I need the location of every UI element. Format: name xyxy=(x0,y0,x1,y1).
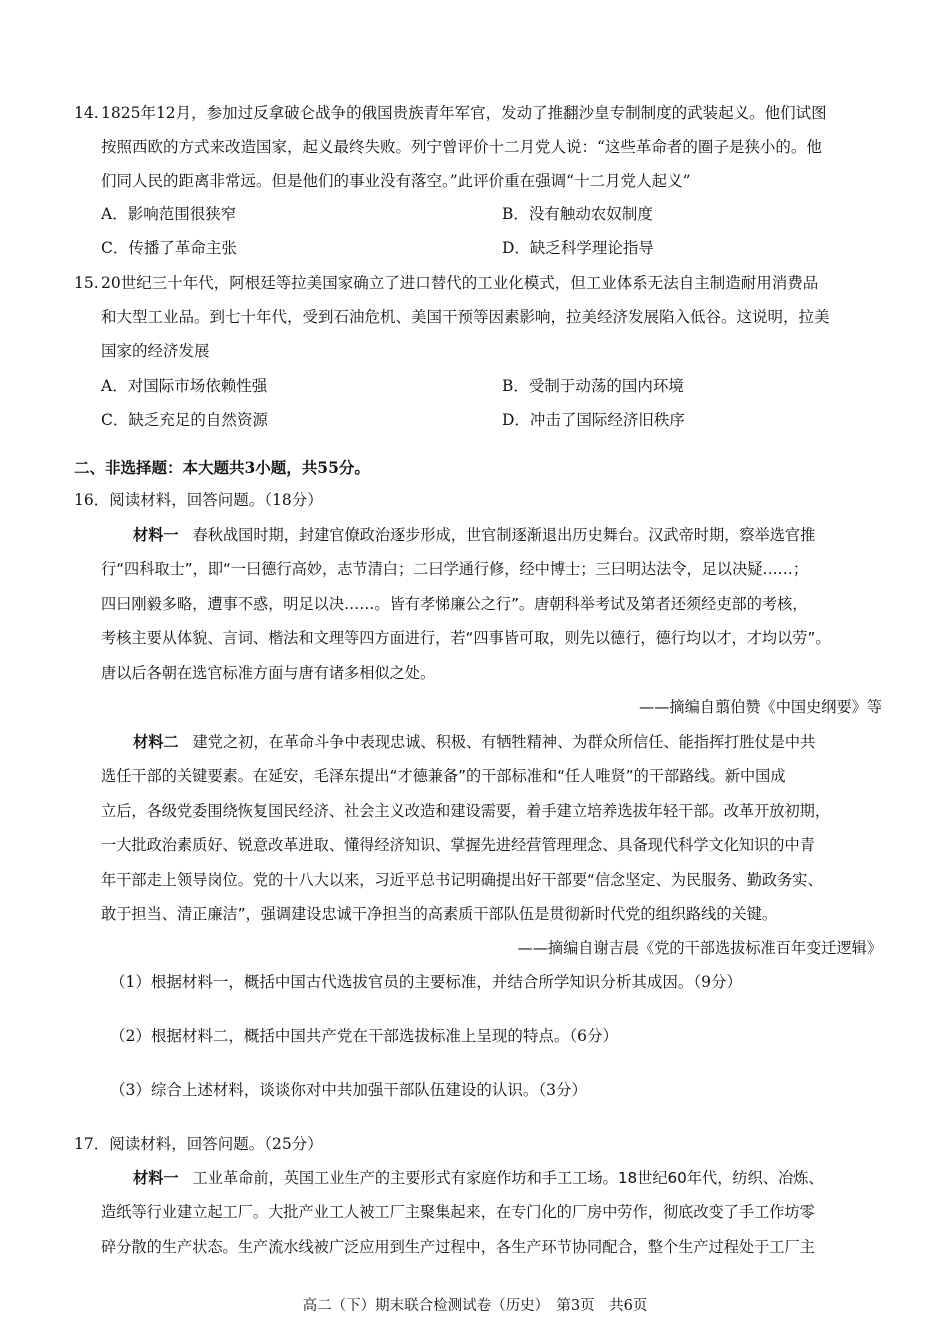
q16-material1-line-1 xyxy=(133,525,888,545)
q17-material1-line-3: 碎分散的生产状态。生产流水线被广泛应用到生产过程中，各生产环节协同配合，整个生产过程处于工厂主 xyxy=(101,1238,815,1256)
q16-material1-source: ——摘编自翦伯赞《中国史纲要》等 xyxy=(639,698,882,716)
q14-line-2: 按照西欧的方式来改造国家，起义最终失败。列宁曾评价十二月党人说：“这些革命者的圈子是狭小的。他 xyxy=(101,138,822,156)
q15-option-d: D．冲击了国际经济旧秩序 xyxy=(502,411,685,429)
q14-option-d: D．缺乏科学理论指导 xyxy=(502,239,654,257)
q15-option-a: A．对国际市场依赖性强 xyxy=(101,377,268,395)
q16-material1-line-5: 唐以后各朝在选官标准方面与唐有诸多相似之处。 xyxy=(101,664,436,682)
q17-material1-line-1 xyxy=(133,1168,888,1188)
q14-option-c: C．传播了革命主张 xyxy=(101,239,237,257)
q16-material2-line-6: 敢于担当、清正廉洁”，强调建设忠诚干净担当的高素质干部队伍是贯彻新时代党的组织路线的关键。 xyxy=(101,905,778,923)
q16-subquestion-2: （2）根据材料二，概括中国共产党在干部选拔标准上呈现的特点。（6分） xyxy=(110,1027,618,1045)
q16-subquestion-1: （1）根据材料一，概括中国古代选拔官员的主要标准，并结合所学知识分析其成因。（9分） xyxy=(110,973,742,991)
q17-heading: 17．阅读材料，回答问题。（25分） xyxy=(74,1135,323,1153)
q16-material2-text: 建党之初，在革命斗争中表现忠诚、积极、有牺牲精神、为群众所信任、能指挥打胜仗是中共 xyxy=(192,733,816,751)
q16-subquestion-3: （3）综合上述材料，谈谈你对中共加强干部队伍建设的认识。（3分） xyxy=(110,1081,587,1099)
q14-line-3: 们同人民的距离非常远。但是他们的事业没有落空。”此评价重在强调“十二月党人起义” xyxy=(101,172,691,190)
page-footer: 高二（下）期末联合检测试卷（历史） 第3页 共6页 xyxy=(302,1298,648,1314)
q14-line-1: 1825年12月，参加过反拿破仑战争的俄国贵族青年军官，发动了推翻沙皇专制制度的武装起义。他们试图 xyxy=(101,104,827,122)
q16-material2-source: ——摘编自谢吉晨《党的干部选拔标准百年变迁逻辑》 xyxy=(517,939,882,957)
q14-option-a: A．影响范围很狭窄 xyxy=(101,205,237,223)
q17-material1-line-2: 造纸等行业建立起工厂。大批产业工人被工厂主聚集起来，在专门化的厂房中劳作，彻底改变了手工作坊零 xyxy=(101,1203,815,1221)
q15-line-1: 20世纪三十年代，阿根廷等拉美国家确立了进口替代的工业化模式，但工业体系无法自主制造耐用消费品 xyxy=(101,274,819,292)
q16-material2-line-4: 一大批政治素质好、锐意改革进取、懂得经济知识、掌握先进经营管理理念、具备现代科学文化知识的中青 xyxy=(101,836,815,854)
q17-material1-text: 工业革命前，英国工业生产的主要形式有家庭作坊和手工工场。18世纪60年代，纺织、冶炼、 xyxy=(192,1169,824,1187)
q16-material2-line-1 xyxy=(133,732,888,752)
q16-heading: 16．阅读材料，回答问题。（18分） xyxy=(74,491,323,509)
q15-line-2: 和大型工业品。到七十年代，受到石油危机、美国干预等因素影响，拉美经济发展陷入低谷。这说明，拉美 xyxy=(101,308,830,326)
q16-material2-line-5: 年干部走上领导岗位。党的十八大以来，习近平总书记明确提出好干部要“信念坚定、为民服务、勤政务实、 xyxy=(101,871,823,889)
q16-material2-line-2: 选任干部的关键要素。在延安，毛泽东提出“才德兼备”的干部标准和“任人唯贤”的干部路线。新中国成 xyxy=(101,767,786,785)
q16-material1-line-3: 四曰刚毅多略，遭事不惑，明足以决……。皆有孝悌廉公之行”。唐朝科举考试及第者还须经吏部的考核， xyxy=(101,595,808,613)
q15-number: 15. xyxy=(74,274,99,292)
q16-material1-text: 春秋战国时期，封建官僚政治逐步形成，世官制逐渐退出历史舞台。汉武帝时期，察举选官推 xyxy=(192,526,816,544)
q16-material2-label: 材料二 xyxy=(133,733,179,751)
q14-option-b: B．没有触动农奴制度 xyxy=(502,205,653,223)
q14-number: 14. xyxy=(74,104,99,122)
q16-material1-line-4: 考核主要从体貌、言词、楷法和文理等四方面进行，若“四事皆可取，则先以德行，德行均以才，才均以劳”。 xyxy=(101,629,831,647)
q15-option-c: C．缺乏充足的自然资源 xyxy=(101,411,268,429)
q15-line-3: 国家的经济发展 xyxy=(101,342,210,360)
q17-material1-label: 材料一 xyxy=(133,1169,179,1187)
section-heading: 二、非选择题：本大题共3小题，共55分。 xyxy=(74,458,370,477)
q16-material1-line-2: 行“四科取士”，即“一曰德行高妙，志节清白；二曰学通行修，经中博士；三曰明达法令，足以决疑……； xyxy=(101,560,809,578)
q16-material1-label: 材料一 xyxy=(133,526,179,544)
q16-material2-line-3: 立后，各级党委围绕恢复国民经济、社会主义改造和建设需要，着手建立培养选拔年轻干部。改革开放初期， xyxy=(101,802,830,820)
q15-option-b: B．受制于动荡的国内环境 xyxy=(502,377,684,395)
